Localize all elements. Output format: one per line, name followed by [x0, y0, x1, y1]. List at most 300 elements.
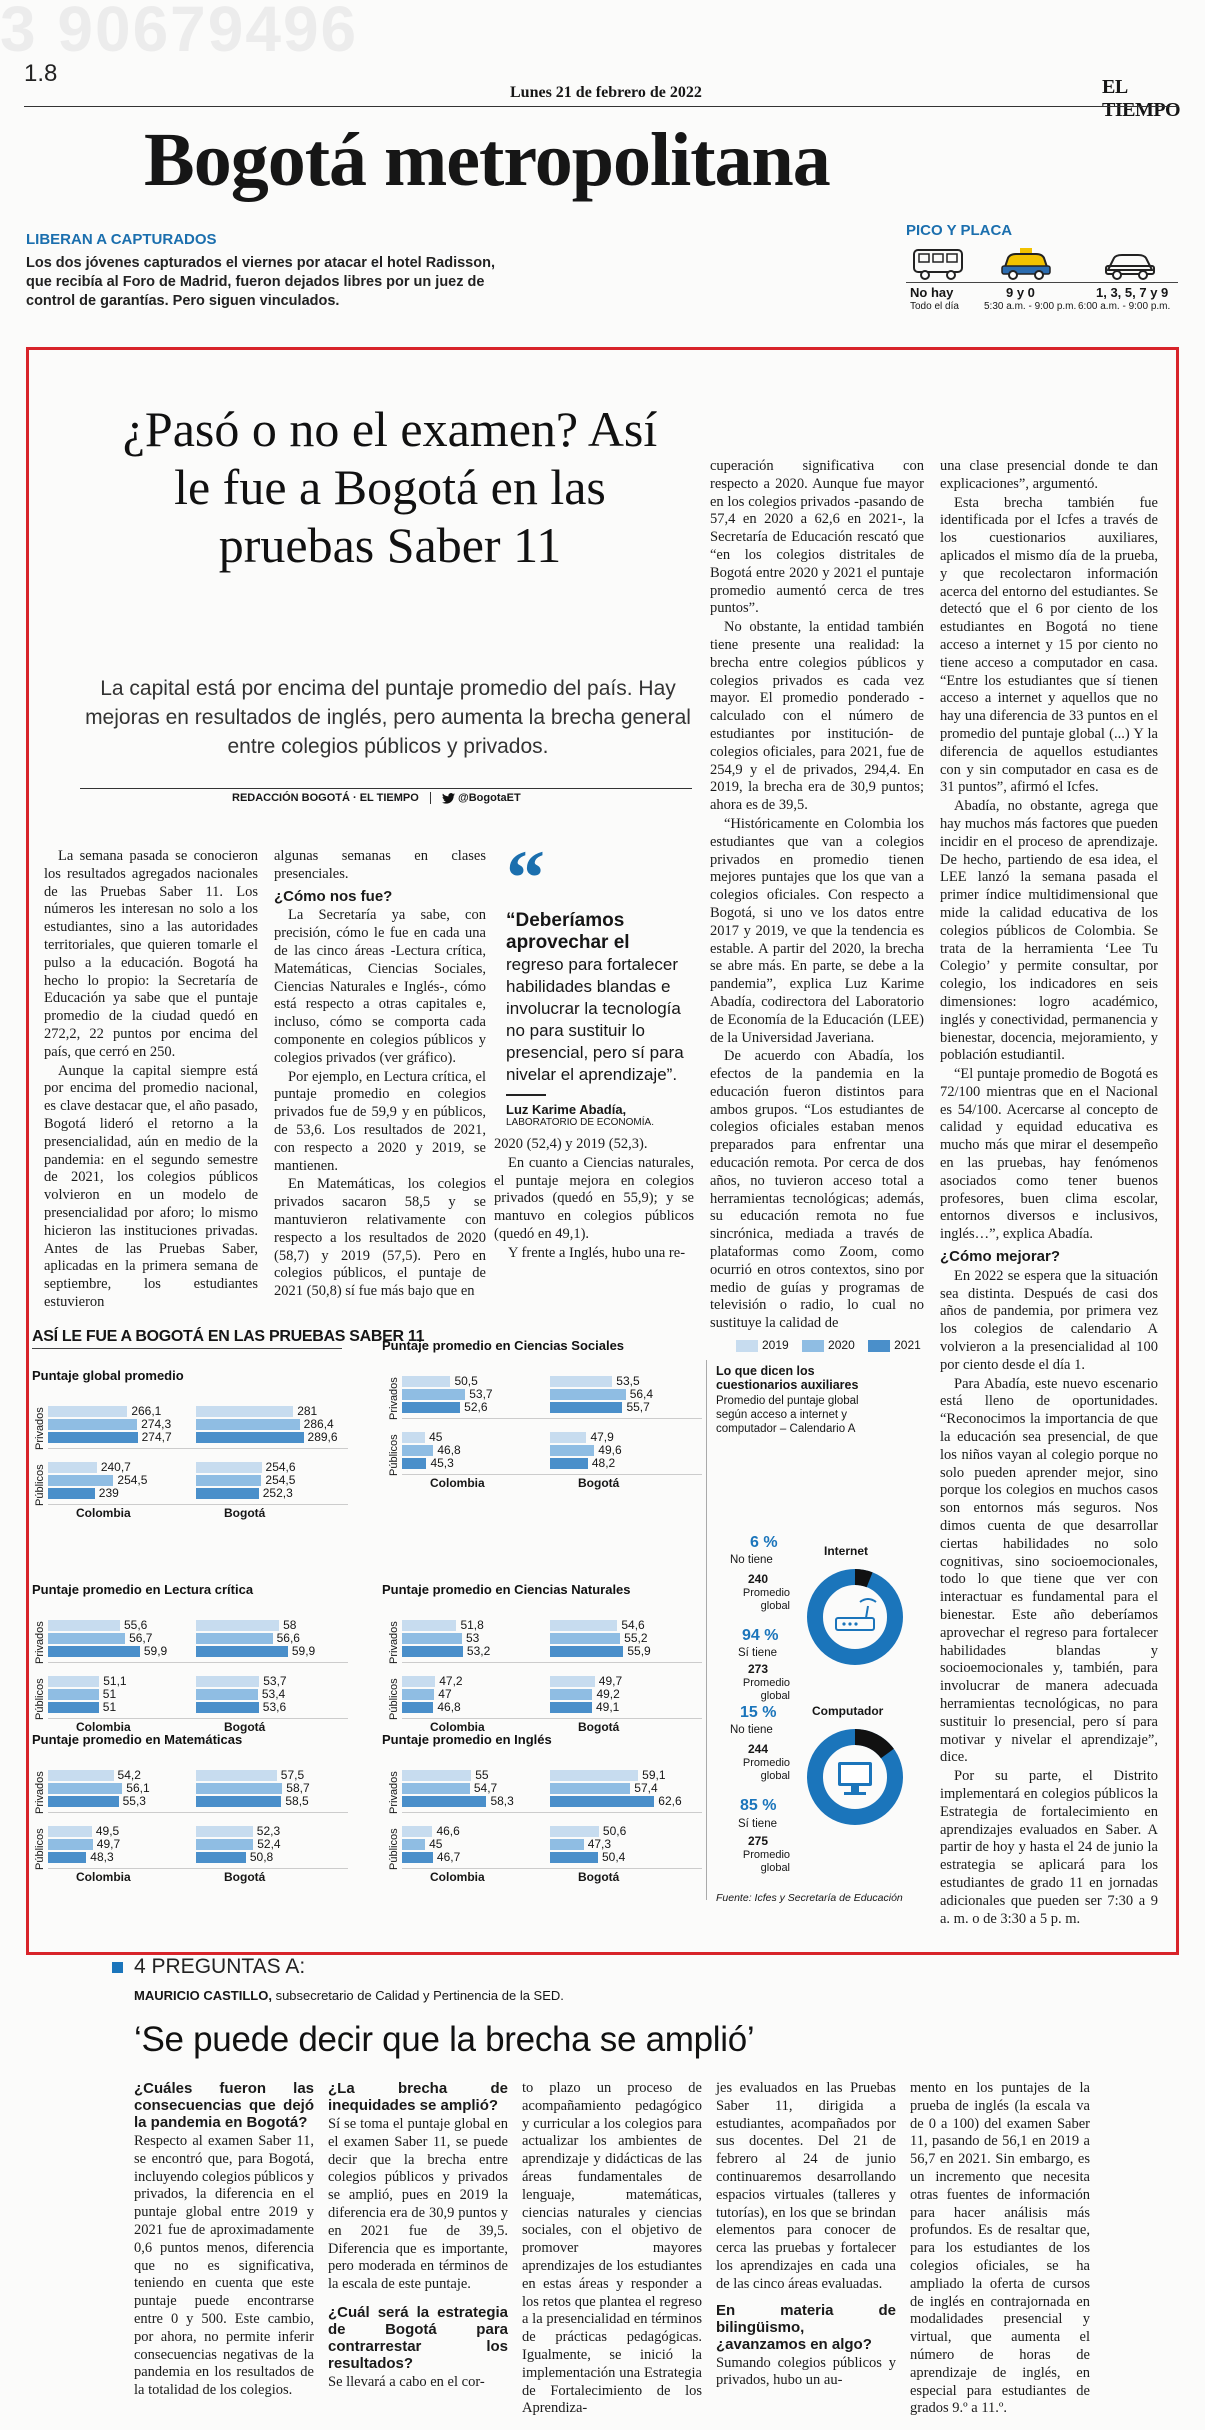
group-label: Privados [34, 1407, 46, 1450]
bar [402, 1432, 425, 1443]
bar [550, 1783, 630, 1794]
bar [550, 1839, 584, 1850]
infographic-rule [32, 1348, 342, 1349]
bar [196, 1702, 259, 1713]
bar [550, 1620, 617, 1631]
bar-value-label: 52,3 [256, 1824, 281, 1838]
bar [196, 1475, 261, 1486]
bar-value-label: 49,5 [95, 1824, 120, 1838]
bar [48, 1633, 125, 1644]
computador-label: Computador [812, 1704, 884, 1718]
promedio-label: Promedio global [742, 1849, 790, 1874]
category-label: Bogotá [224, 1870, 266, 1884]
article-col-2 [274, 848, 486, 1302]
bar-value-label: 55,7 [626, 1400, 650, 1414]
paragraph: Y frente a Inglés, hubo una re- [508, 1244, 686, 1261]
bar [402, 1826, 432, 1837]
bar [402, 1852, 433, 1863]
router-icon [836, 1599, 876, 1630]
category-label: Bogotá [578, 1870, 620, 1884]
interview-marker [112, 1962, 123, 1973]
interview-question: En materia de bilingüismo, ¿avanzamos en algo? [716, 2301, 896, 2353]
bar [48, 1419, 137, 1430]
byline-author: REDACCIÓN BOGOTÁ · EL TIEMPO [232, 792, 419, 804]
computador-no-pct: 15 % [740, 1704, 777, 1721]
internet-yes-score: 273 [748, 1662, 769, 1676]
bar-value-label: 58,3 [490, 1794, 514, 1808]
bar-value-label: 46,6 [436, 1824, 460, 1838]
paragraph: algunas semanas en clases presenciales. [274, 848, 486, 882]
category-label: Colombia [430, 1870, 485, 1884]
aux-title: Lo que dicen los cuestionarios auxiliares [716, 1364, 859, 1392]
chart-source: Fuente: Icfes y Secretaría de Educación [716, 1892, 903, 1904]
bar-value-label: 47,3 [587, 1837, 612, 1851]
paragraph: Abadía, no obstante, agrega que hay muchos más factores que pueden incidir en el proceso de aprendizaje. De hecho, partiendo de esa idea, el LEE lanzó la semana pasada el primer índice multidimensional que mide la calidad educativa de los colegios públicos de Colombia. Se trata de la herramienta ‘Lee Tu Colegio’ y permite consultar, por colegio, los indicadores en seis dimensiones: logro académico, inglés y conectividad, permanencia y bienestar, docencia, mejoramiento, y población estudiantil. [940, 798, 1158, 1064]
header-rule [24, 106, 1179, 107]
internet-no-pct: 6 % [750, 1534, 778, 1551]
bar-value-label: 45 [429, 1837, 443, 1851]
brief-text: Los dos jóvenes capturados el viernes por atacar el hotel Radisson, que recibía al Foro de Madrid, fueron dejados libres por un juez de control de garantías. Pero siguen vinculados. [26, 255, 495, 309]
bar-value-label: 47,2 [439, 1674, 463, 1688]
bar-value-label: 46,8 [437, 1700, 461, 1714]
bar-value-label: 51,1 [103, 1674, 127, 1688]
category-label: Bogotá [224, 1720, 266, 1734]
bar [550, 1402, 622, 1413]
bar [48, 1702, 99, 1713]
bar-value-label: 54,7 [473, 1781, 498, 1795]
bar-value-label: 53,5 [616, 1374, 640, 1388]
paragraph: una clase presencial donde te dan explicaciones”, argumentó. [940, 458, 1158, 492]
bar [550, 1376, 612, 1387]
pico-car-hours: 6:00 a.m. - 9:00 p.m. [1078, 301, 1171, 312]
chart-title: Puntaje global promedio [32, 1368, 184, 1383]
bar-value-label: 47 [438, 1687, 452, 1701]
chart-panel [372, 1732, 702, 1922]
quote-lead: “Deberíamos aprovechar el [506, 910, 630, 953]
paragraph: Aunque la capital siempre está por encima del promedio nacional, es clave destacar que, el año pasado, Bogotá lideró el retorno a la presencialidad, aún en medio de la pandemia: en el segundo semestre de 2021, los colegios públicos volvieron en un modelo de presencialidad por aforo; lo mismo hicieron las instituciones privadas. Antes de las Pruebas Saber, aplicadas en la primera semana de septiembre, los estudiantes estuvieron [44, 1062, 258, 1310]
bar [48, 1475, 113, 1486]
bar-value-label: 45 [429, 1430, 443, 1444]
paragraph: En cuanto a Ciencias naturales, el puntaje mejora en colegios privados (quedó en 55,9); y se mantuvo en colegios públicos (quedó en 49,1). [494, 1154, 694, 1242]
legend-swatch-2019 [736, 1340, 758, 1352]
group-label: Públicos [34, 1464, 46, 1506]
computador-yes-pct: 85 % [740, 1797, 777, 1814]
bar [48, 1488, 95, 1499]
bar [402, 1620, 456, 1631]
bar [196, 1620, 279, 1631]
interview-person: MAURICIO CASTILLO, [134, 1988, 272, 2003]
pico-placa-title: PICO Y PLACA [906, 222, 1013, 239]
twitter-handle: @BogotaET [458, 792, 521, 804]
chart-legend [736, 1338, 921, 1352]
bar-value-label: 54,6 [621, 1618, 645, 1632]
bar [196, 1432, 304, 1443]
bar [550, 1702, 592, 1713]
subhead: ¿Cómo nos fue? [274, 887, 393, 905]
bar-value-label: 46,7 [436, 1850, 461, 1864]
bar-value-label: 254,6 [265, 1460, 296, 1474]
group-label: Privados [388, 1621, 400, 1664]
pico-taxi-hours: 5:30 a.m. - 9:00 p.m. [984, 301, 1077, 312]
bar [196, 1406, 293, 1417]
bar [402, 1783, 470, 1794]
bar [48, 1796, 119, 1807]
bar [550, 1676, 595, 1687]
bar-value-label: 51 [102, 1687, 117, 1701]
computador-yes-score: 275 [748, 1834, 769, 1848]
bar-value-label: 58,7 [286, 1781, 310, 1795]
aux-subtitle: Promedio del puntaje global según acceso a internet y computador – Calendario A [716, 1395, 859, 1435]
bar [550, 1689, 592, 1700]
bar-value-label: 254,5 [265, 1473, 296, 1487]
bar [550, 1389, 626, 1400]
category-label: Bogotá [224, 1506, 266, 1520]
interview-kicker: 4 PREGUNTAS A: [134, 1955, 306, 1978]
paragraph: mento en los puntajes de la prueba de inglés (la escala va de 0 a 100) del examen Saber 11, pasando de 56,1 en 2019 a 56,7 en 2021. Sin embargo, es un incremento que necesita otras fuentes de información para hacer análisis más profundos. Es de resaltar que, para los estudiantes de los colegios oficiales, se ha ampliado la oferta de cursos de inglés en contrajornada en modalidades presencial y virtual, que aumenta el número de horas de aprendizaje de inglés, en especial para estudiantes de grados 9.º a 11.º. [910, 2080, 1090, 2417]
interview-title: ‘Se puede decir que la brecha se amplió’ [134, 2020, 755, 2059]
quote-mark-icon: “ [506, 834, 545, 921]
bar [196, 1689, 258, 1700]
internet-label: Internet [824, 1544, 869, 1558]
legend-2019: 2019 [762, 1338, 789, 1352]
bar-value-label: 49,1 [596, 1700, 620, 1714]
quote-role: LABORATORIO DE ECONOMÍA. [506, 1117, 654, 1128]
group-label: Privados [34, 1621, 46, 1664]
interview-col-3 [522, 2080, 702, 2419]
bar-value-label: 51 [102, 1700, 117, 1714]
pico-taxi-plate: 9 y 0 [1006, 285, 1035, 300]
aux-panel [716, 1364, 912, 1914]
twitter-icon [442, 793, 455, 804]
bar-value-label: 50,8 [249, 1850, 274, 1864]
bar-value-label: 55 [475, 1768, 489, 1782]
chart-title: Puntaje promedio en Matemáticas [32, 1732, 243, 1747]
paragraph: “El puntaje promedio de Bogotá es 72/100 mientras que en el Nacional es 54/100. Acercarse al concepto de calidad y equidad educativa es mucho más que mirar el desempeño en las pruebas, hay fenómenos asociados como tener buenos profesores, buen clima escolar, entornos diversos e inclusivos, inglés…”, explica Abadía. [940, 1066, 1158, 1243]
article-col-4 [710, 458, 924, 1334]
category-label: Colombia [76, 1720, 131, 1734]
bar [48, 1646, 140, 1657]
bar-value-label: 56,6 [276, 1631, 300, 1645]
bar [550, 1633, 620, 1644]
promedio-label: Promedio global [742, 1757, 790, 1782]
group-divider [402, 1418, 702, 1419]
paragraph: En Matemáticas, los colegios privados sacaron 58,5 y se mantuvieron relativamente con respecto a los resultados de 2020 (58,7) y 2019 (57,5). Pero en colegios públicos, el puntaje de 2021 (50,8) sí fue más bajo que en [274, 1176, 486, 1300]
bar [402, 1770, 471, 1781]
chart-title: Puntaje promedio en Ciencias Sociales [382, 1338, 625, 1353]
bar-value-label: 50,4 [602, 1850, 626, 1864]
aux-divider [706, 1360, 707, 1900]
bar-value-label: 59,1 [642, 1768, 666, 1782]
bar [48, 1839, 93, 1850]
bar-value-label: 55,9 [627, 1644, 651, 1658]
pico-bus-hours: Todo el día [910, 301, 959, 312]
internet-donut [800, 1562, 910, 1672]
computador-no-score: 244 [748, 1742, 769, 1756]
paragraph: “Históricamente en Colombia los estudiantes que van a colegios privados en promedio tienen mejores puntajes que los que van a colegios oficiales. Con respecto a Bogotá, si uno ve los datos entre 2017 y 2019, ve que la tendencia es estable. A partir del 2020, la brecha se abre más. En parte, se debe a la pandemia”, explica Luz Karime Abadía, codirectora del Laboratorio de Economía de la Educación (LEE) de la Universidad Javeriana. [710, 815, 924, 1046]
paragraph: Esta brecha también fue identificada por el Icfes a través de los cuestionarios auxiliares, aplicados el mismo día de la prueba, y que recolectaron información acerca del entorno del estudiantes. Se detectó que el 6 por ciento de los estudiantes en Bogotá no tiene acceso a internet y 15 por ciento no tiene acceso a computador en casa. “Entre los estudiantes que sí tienen acceso a internet y aquellos que no hay una diferencia de 33 puntos en el promedio del puntaje global (...) Y la diferencia de aquellos estudiantes con y sin computador en casa es de 31 puntos”, afirmó el Icfes. [940, 494, 1158, 796]
brief-kicker: LIBERAN A CAPTURADOS [26, 231, 217, 248]
computador-yes-label: Sí tiene [738, 1818, 777, 1830]
bar [48, 1432, 138, 1443]
category-label: Colombia [76, 1506, 131, 1520]
car-icon [1102, 246, 1158, 282]
bar [550, 1852, 598, 1863]
bar [402, 1376, 450, 1387]
bar-value-label: 48,3 [90, 1850, 114, 1864]
interview-question: ¿La brecha de inequidades se amplió? [328, 2080, 508, 2114]
bar [550, 1796, 654, 1807]
group-label: Privados [34, 1771, 46, 1814]
section-title: Bogotá metropolitana [144, 118, 830, 202]
paragraph: Respecto al examen Saber 11, se encontró que, para Bogotá, incluyendo colegios públicos y privados, la diferencia en el puntaje global entre 2019 y 2021 fue de aproximadamente 0,6 puntos menos, diferencia que no es significativa, teniendo en cuenta que este puntaje puede encontrarse entre 0 y 500. Este cambio, por ahora, no permite inferir consecuencias negativas de la pandemia en los resultados de la totalidad de los colegios. [134, 2133, 315, 2399]
bar-value-label: 59,9 [143, 1644, 168, 1658]
bar [48, 1406, 127, 1417]
bar-value-label: 239 [98, 1486, 119, 1500]
bar-value-label: 55,2 [624, 1631, 648, 1645]
group-label: Públicos [388, 1828, 400, 1870]
bar-value-label: 55,3 [122, 1794, 146, 1808]
bar-value-label: 53,7 [469, 1387, 493, 1401]
promedio-label: Promedio global [742, 1677, 790, 1702]
bar-value-label: 53,2 [466, 1644, 491, 1658]
bar [196, 1783, 282, 1794]
group-divider [402, 1662, 702, 1663]
bar-value-label: 49,7 [96, 1837, 121, 1851]
computador-donut [800, 1722, 910, 1832]
paragraph: Sí se toma el puntaje global en el examen Saber 11, se puede decir que la brecha entre colegios públicos y privados se amplió, pues en 2019 la diferencia era de 30,9 puntos y en 2021 fue de 39,5. Diferencia que es importante, pero moderada en términos de la escala de este puntaje. [328, 2116, 508, 2293]
group-divider [402, 1868, 702, 1869]
group-divider [48, 1718, 348, 1719]
bar [402, 1633, 462, 1644]
paragraph: 2020 (52,4) y 2019 (52,3). [494, 1136, 648, 1152]
chart-panel [32, 1368, 362, 1558]
group-divider [402, 1812, 702, 1813]
article-deck: La capital está por encima del puntaje promedio del país. Hay mejoras en resultados de inglés, pero aumenta la brecha general entre colegios públicos y privados. [85, 677, 691, 758]
internet-yes-pct: 94 % [742, 1627, 779, 1644]
category-label: Colombia [430, 1720, 485, 1734]
bar-value-label: 266,1 [131, 1404, 162, 1418]
bar-value-label: 289,6 [307, 1430, 338, 1444]
bar-value-label: 56,7 [129, 1631, 153, 1645]
group-label: Públicos [388, 1434, 400, 1476]
group-divider [402, 1474, 702, 1475]
paragraph: La semana pasada se conocieron los resultados agregados nacionales de las Pruebas Saber 11. Los números les interesan no solo a los estudiantes, sino a las autoridades territoriales, que quieren tomarle el pulso a la educación. Bogotá ha hecho lo propio: la Secretaría de Educación ya sabe que el puntaje promedio de la ciudad quedó en 272,2, 22 puntos por encima del país, que cerró en 250. [44, 848, 258, 1060]
bar [402, 1402, 460, 1413]
bar [196, 1676, 259, 1687]
interview-col-2 [328, 2080, 508, 2393]
bar-value-label: 55,6 [124, 1618, 148, 1632]
interview-role: subsecretario de Calidad y Pertinencia de la SED. [275, 1988, 564, 2003]
bar-value-label: 52,4 [257, 1837, 281, 1851]
interview-question: ¿Cuál será la estrategia de Bogotá para contrarrestar los resultados? [328, 2303, 508, 2372]
bar [196, 1633, 273, 1644]
bar [196, 1419, 300, 1430]
bar-value-label: 62,6 [658, 1794, 682, 1808]
paragraph: Por ejemplo, en Lectura crítica, el puntaje promedio en colegios privados fue de 59,9 y en públicos, de 53,6. Los resultados de 2021, con respecto a 2020 y 2019, se mantienen. [274, 1068, 486, 1174]
bar [48, 1826, 92, 1837]
computador-no-label: No tiene [730, 1724, 773, 1736]
bar [550, 1826, 599, 1837]
article-col-5 [940, 458, 1158, 1929]
bar-value-label: 53 [466, 1631, 480, 1645]
interview-col-1 [134, 2080, 314, 2401]
bar [550, 1432, 586, 1443]
article-col-3 [494, 1136, 694, 1264]
paragraph: Sumando colegios públicos y privados, hubo un au- [716, 2354, 896, 2389]
bar [196, 1646, 288, 1657]
chart-title: Puntaje promedio en Inglés [382, 1732, 552, 1747]
bar [550, 1445, 594, 1456]
interview-col-4 [716, 2080, 896, 2391]
quote-text: regreso para fortalecer habilidades blandas e involucrar la tecnología no para sustituir lo presencial, pero sí para nivelar el aprendizaje”. [506, 955, 684, 1084]
quote-author: Luz Karime Abadía, [506, 1102, 627, 1117]
group-label: Privados [388, 1771, 400, 1814]
bar-value-label: 274,3 [141, 1417, 172, 1431]
bar [402, 1676, 435, 1687]
bar [48, 1620, 120, 1631]
bar [48, 1689, 99, 1700]
bar [550, 1458, 588, 1469]
bar [196, 1796, 281, 1807]
bar [402, 1702, 433, 1713]
group-divider [48, 1448, 348, 1449]
legend-2020: 2020 [828, 1338, 855, 1352]
bar [48, 1462, 97, 1473]
category-label: Bogotá [578, 1720, 620, 1734]
category-label: Colombia [76, 1870, 131, 1884]
bar-value-label: 59,9 [291, 1644, 316, 1658]
bar [196, 1770, 277, 1781]
bar [196, 1826, 253, 1837]
subhead: ¿Cómo mejorar? [940, 1248, 1061, 1266]
pico-car-plate: 1, 3, 5, 7 y 9 [1096, 285, 1169, 300]
paragraph: to plazo un proceso de acompañamiento pedagógico y curricular a los colegios para actualizar los ambientes de aprendizaje y didácticas de las áreas fundamentales de lenguaje, matemáticas, ciencias naturales y ciencias sociales, con el objetivo de promover mayores aprendizajes de los estudiantes en estas áreas y responder a los retos que plantea el regreso a la presencialidad en términos de prácticas pedagógicas. Igualmente, se inició la implementación una Estrategia de Fortalecimiento de los Aprendiza- [522, 2080, 702, 2417]
bar-value-label: 54,2 [117, 1768, 141, 1782]
bar-value-label: 52,6 [464, 1400, 488, 1414]
bar-value-label: 56,4 [629, 1387, 654, 1401]
page-number: 1.8 [24, 60, 58, 87]
paragraph: Para Abadía, este nuevo escenario está lleno de oportunidades. “Reconocimos la importancia de que la educación sea presencial, de que los niños vayan al colegio porque no solo pueden aprender mejor, sino porque los colegios en muchos casos son entornos más seguros. Nos dimos cuenta de que desarrollar ciertas habilidades no solo cognitivas, sino socioemocionales, todo lo que tiene que ver con interactuar es fundamental para el bienestar. Este año deberíamos aprovechar el regreso para fortalecer habilidades blandas y socioemocionales y, también, para involucrar de manera adecuada herramientas tecnológicas, no para sustituir lo presencial, pero sí para motivar y nivelar el aprendizaje”, dice. [940, 1375, 1158, 1766]
bar-value-label: 53,7 [263, 1674, 287, 1688]
internet-no-score: 240 [748, 1572, 769, 1586]
group-label: Públicos [388, 1678, 400, 1720]
article-col-1 [44, 848, 258, 1313]
bar-value-label: 56,1 [126, 1781, 150, 1795]
paragraph: La Secretaría ya sabe, con precisión, cómo le fue en cada una de las cinco áreas -Lectura crítica, Matemáticas, Ciencias Sociales, Ciencias Naturales e Inglés-, cómo está respecto a otras capitales e, incluso, cómo se comporta cada componente en colegios públicos y colegios privados (ver gráfico). [274, 907, 486, 1066]
bar [196, 1839, 253, 1850]
category-label: Bogotá [578, 1476, 620, 1490]
paragraph: Se llevará a cabo en el cor- [328, 2373, 485, 2390]
bar-value-label: 50,5 [454, 1374, 478, 1388]
chart-title: Puntaje promedio en Ciencias Naturales [382, 1582, 631, 1597]
bar-value-label: 51,8 [460, 1618, 484, 1632]
paragraph: Por su parte, el Distrito implementará en colegios públicos la Estrategia de fortalecimiento en aprendizajes evaluados en Saber. A partir de hoy y hasta el 24 de junio la estrategia se aplicará para los estudiantes de grado 11 en jornadas adicionales que pueden ser 7:30 a 9 a. m. o de 3:30 a 5 p. m. [940, 1768, 1158, 1927]
pico-placa [906, 244, 1178, 318]
bar-value-label: 49,2 [596, 1687, 620, 1701]
group-divider [48, 1868, 348, 1869]
legend-2021: 2021 [894, 1338, 921, 1352]
paragraph: En 2022 se espera que la situación sea distinta. Después de casi dos años de pandemia, por primera vez los colegios de calendario A volvieron a la presencialidad al 100 por ciento desde el día 1. [940, 1267, 1158, 1373]
legend-swatch-2021 [868, 1340, 890, 1352]
bar [402, 1646, 463, 1657]
bar-value-label: 47,9 [590, 1430, 614, 1444]
bar-value-label: 49,7 [598, 1674, 623, 1688]
bar-value-label: 240,7 [100, 1460, 131, 1474]
article-title: ¿Pasó o no el examen? Así le fue a Bogotá en las pruebas Saber 11 [122, 401, 658, 573]
interview-person-line [134, 1988, 564, 2003]
bar [550, 1646, 623, 1657]
chart-panel [32, 1732, 362, 1922]
paragraph: cuperación significativa con respecto a 2020. Aunque fue mayor en los colegios privados -pasando de 57,4 en 2020 a 62,6 en 2021-, la Secretaría de Educación rescató que “en los colegios distritales de Bogotá entre 2020 y 2021 el puntaje promedio aumentó cerca de tres puntos”. [710, 458, 924, 617]
bar [48, 1852, 86, 1863]
watermark: 3 90679496 [0, 0, 359, 65]
interview-col-5 [910, 2080, 1090, 2419]
group-label: Públicos [34, 1678, 46, 1720]
bar [48, 1783, 122, 1794]
bar [402, 1839, 425, 1850]
paragraph: De acuerdo con Abadía, los efectos de la pandemia en la educación fueron distintos para ambos grupos. “Los estudiantes de colegios oficiales estaban menos preparados para enfrentar una educación remota. Por cerca de dos años, no tuvieron acceso total a herramientas tecnológicas; además, su educación remota no fue sincrónica, mediada a través de plataformas como Zoom, como ocurrió en otros contextos, sino por medio de guías y programas de televisión o radio, lo cual no sustituye la calidad de [710, 1048, 924, 1332]
bar-value-label: 53,4 [261, 1687, 286, 1701]
taxi-icon [998, 246, 1054, 282]
bar-value-label: 58,5 [285, 1794, 309, 1808]
legend-swatch-2020 [802, 1340, 824, 1352]
group-divider [48, 1812, 348, 1813]
bar-value-label: 53,6 [262, 1700, 287, 1714]
bar [402, 1458, 426, 1469]
bar-value-label: 48,2 [591, 1456, 616, 1470]
bar-value-label: 57,5 [280, 1768, 305, 1782]
bar [196, 1852, 246, 1863]
bar [402, 1389, 465, 1400]
paragraph: No obstante, la entidad también tiene presente una realidad: la brecha entre colegios públicos y colegios privados es cada vez mayor. El promedio ponderado -calculado con el número de estudiantes por institución- de colegios oficiales, para 2021, fue de 254,9 y el de privados, 294,4. En 2019, la brecha era de 30,9 puntos; ahora es de 39,5. [710, 619, 924, 814]
bar [48, 1770, 114, 1781]
bar-value-label: 58 [283, 1618, 297, 1632]
bar-value-label: 252,3 [262, 1486, 293, 1500]
bar-value-label: 57,4 [634, 1781, 658, 1795]
bar-value-label: 254,5 [117, 1473, 148, 1487]
internet-no-label: No tiene [730, 1554, 773, 1566]
internet-yes-label: Sí tiene [738, 1647, 777, 1659]
bar-value-label: 49,6 [598, 1443, 622, 1457]
group-divider [48, 1504, 348, 1505]
promedio-label: Promedio global [742, 1587, 790, 1612]
bar-value-label: 281 [297, 1404, 318, 1418]
interview-question: ¿Cuáles fueron las consecuencias que dejó la pandemia en Bogotá? [134, 2080, 314, 2131]
group-divider [48, 1662, 348, 1663]
monitor-icon [838, 1762, 872, 1795]
bar-value-label: 46,8 [437, 1443, 461, 1457]
chart-title: Puntaje promedio en Lectura crítica [32, 1582, 254, 1597]
bar-value-label: 274,7 [141, 1430, 172, 1444]
bar [402, 1445, 433, 1456]
bar [402, 1689, 434, 1700]
bar [48, 1676, 99, 1687]
infographic-title: ASÍ LE FUE A BOGOTÁ EN LAS PRUEBAS SABER 11 [32, 1328, 425, 1345]
byline-rule [80, 788, 692, 789]
bar [196, 1488, 259, 1499]
bar-value-label: 50,6 [602, 1824, 627, 1838]
pull-quote [506, 834, 690, 1128]
byline [232, 792, 521, 804]
bar-value-label: 45,3 [430, 1456, 454, 1470]
bar-value-label: 286,4 [303, 1417, 334, 1431]
bar [402, 1796, 486, 1807]
group-label: Públicos [34, 1828, 46, 1870]
bus-icon [910, 246, 966, 282]
group-divider [402, 1718, 702, 1719]
paragraph: jes evaluados en las Pruebas Saber 11, dirigida a estudiantes, acompañados por sus docentes. Del 21 de febrero al 24 de junio continuaremos desarrollando espacios virtuales (talleres y tutorías), en los que se brindan elementos para conocer de cerca las pruebas y fortalecer los aprendizajes en cada una de las cinco áreas evaluadas. [716, 2080, 896, 2292]
issue-date: Lunes 21 de febrero de 2022 [510, 84, 702, 101]
